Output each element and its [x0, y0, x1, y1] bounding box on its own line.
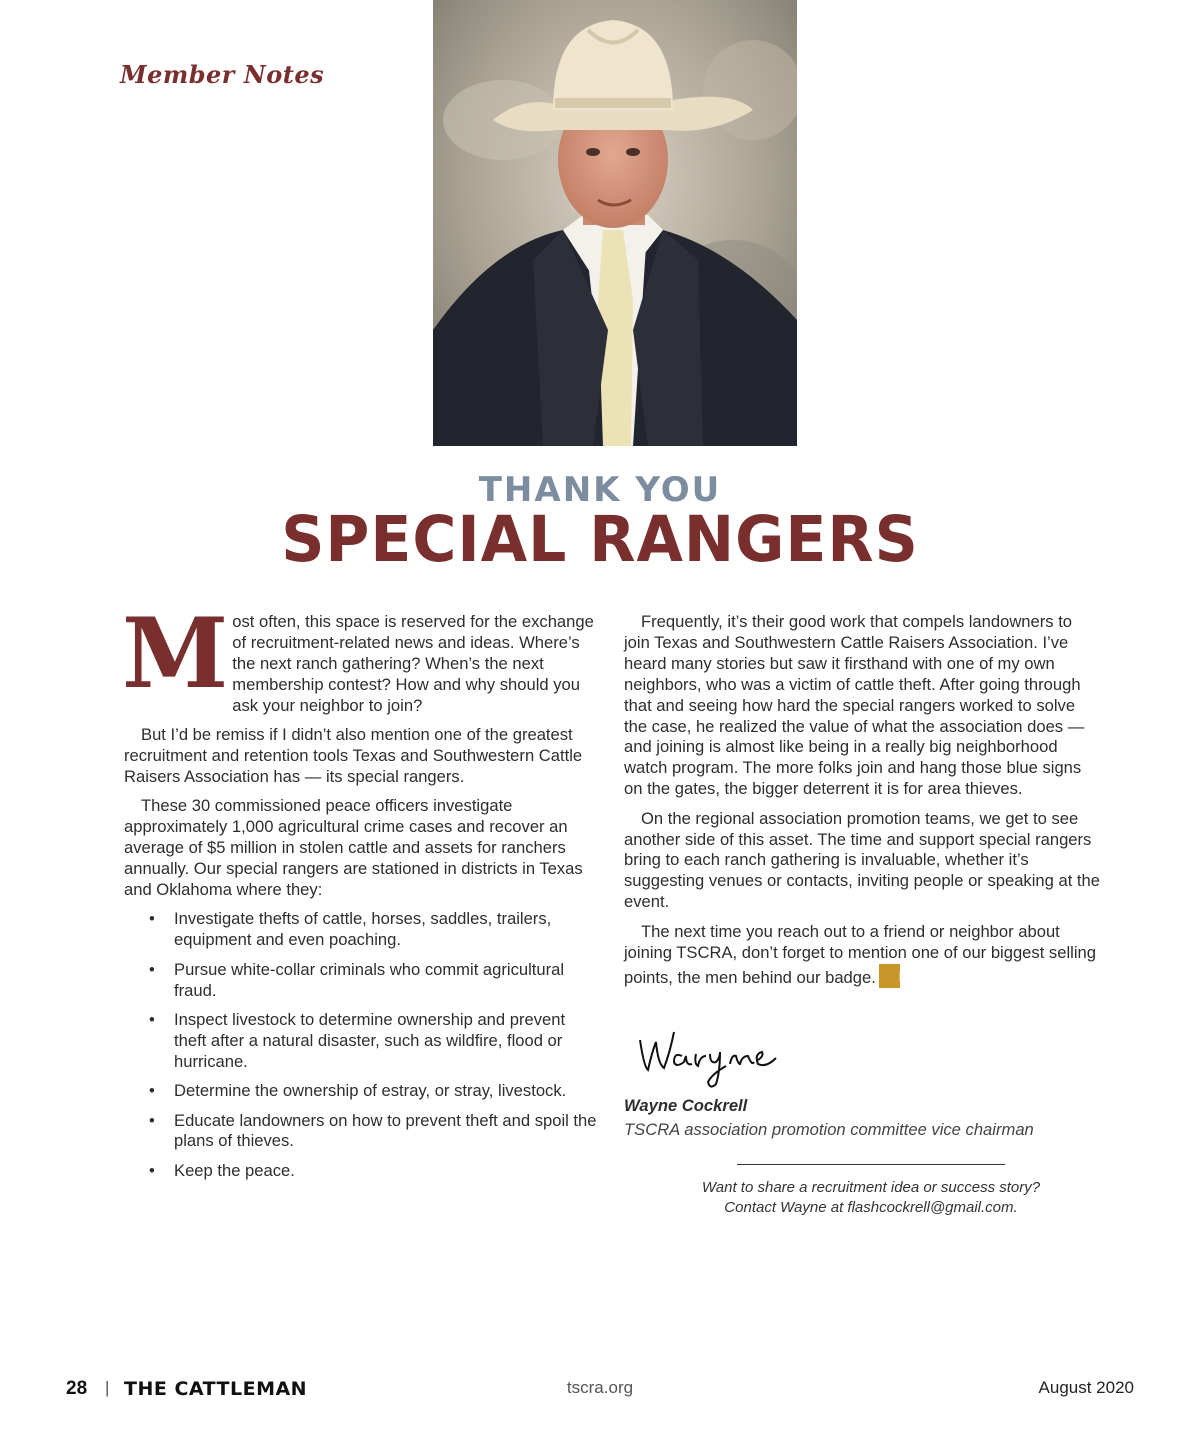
author-name: Wayne Cockrell [624, 1096, 748, 1115]
brand-end-mark-icon: ↱ [879, 964, 900, 988]
paragraph-text: The next time you reach out to a friend or neighbor about joining TSCRA, don’t forget to mention one of our biggest selling points, the men behind our badge. [624, 921, 1096, 987]
article-paragraph: On the regional association promotion teams, we get to see another side of this asset. The time and support special rangers bring to each ranch gathering is invaluable, whether it’s suggesting venues or contacts, inviting people or speaking at the event. [624, 808, 1100, 912]
author-portrait-photo [433, 0, 797, 446]
contact-line: Want to share a recruitment idea or success story? [701, 1179, 1041, 1196]
article-paragraph: Frequently, it’s their good work that compels landowners to join Texas and Southwestern Cattle Raisers Association. I’ve heard many stories but saw it firsthand with one of my own neighbors, who was a victim of cattle theft. After going through that and seeing how hard the special rangers worked to solve the case, he realized the value of what the association does — and joining is almost like being in a really big neighborhood watch program. The more folks join and hang those blue signs on the gates, the bigger deterrent it is for area thieves. [624, 612, 1085, 799]
list-item: • Pursue white-collar criminals who commit agricultural fraud. [174, 960, 600, 1002]
list-item: • Inspect livestock to determine ownership and prevent theft after a natural disaster, such as wildfire, flood or hurricane. [174, 1010, 600, 1073]
headline-kicker: THANK YOU [478, 470, 722, 510]
page-number: 28 [66, 1378, 88, 1399]
publication-name: THE CATTLEMAN [124, 1378, 308, 1400]
article-paragraph [624, 922, 1102, 989]
list-item: • Keep the peace. [174, 1161, 600, 1182]
drop-cap: M [122, 597, 229, 710]
article-paragraph [122, 597, 600, 717]
article-column-left [122, 597, 600, 1190]
article-paragraph: But I’d be remiss if I didn’t also mention one of the greatest recruitment and retention tools Texas and Southwestern Cattle Raisers Association has — its special rangers. [124, 725, 583, 786]
author-title: TSCRA association promotion committee vice chairman [624, 1120, 1034, 1139]
page-footer [0, 1378, 1200, 1402]
contact-note [624, 1178, 1118, 1217]
ranger-duties-list [124, 909, 600, 1181]
paragraph-text: ost often, this space is reserved for the exchange of recruitment-related news and ideas. Where’s the next ranch gathering? When’s the next membership contest? How and why should you ask your neighbor to join? [232, 612, 594, 715]
website-link[interactable]: tscra.org [566, 1378, 634, 1397]
contact-line[interactable]: Contact Wayne at flashcockrell@gmail.com. [724, 1198, 1018, 1216]
section-label: Member Notes [120, 60, 325, 89]
article-column-right [624, 612, 1102, 997]
handwritten-signature [634, 1022, 784, 1097]
list-item: • Educate landowners on how to prevent theft and spoil the plans of thieves. [174, 1111, 600, 1153]
footer-separator: | [105, 1378, 110, 1397]
headline-title: SPECIAL RANGERS [281, 503, 919, 577]
issue-date: August 2020 [1038, 1378, 1134, 1397]
list-item: • Determine the ownership of estray, or stray, livestock. [174, 1081, 600, 1102]
divider [737, 1164, 1005, 1165]
list-item: • Investigate thefts of cattle, horses, saddles, trailers, equipment and even poaching. [174, 909, 600, 951]
article-paragraph: These 30 commissioned peace officers investigate approximately 1,000 agricultural crime cases and recover an average of $5 million in stolen cattle and assets for ranchers annually. Our special rangers are stationed in districts in Texas and Oklahoma where they: [124, 796, 583, 899]
